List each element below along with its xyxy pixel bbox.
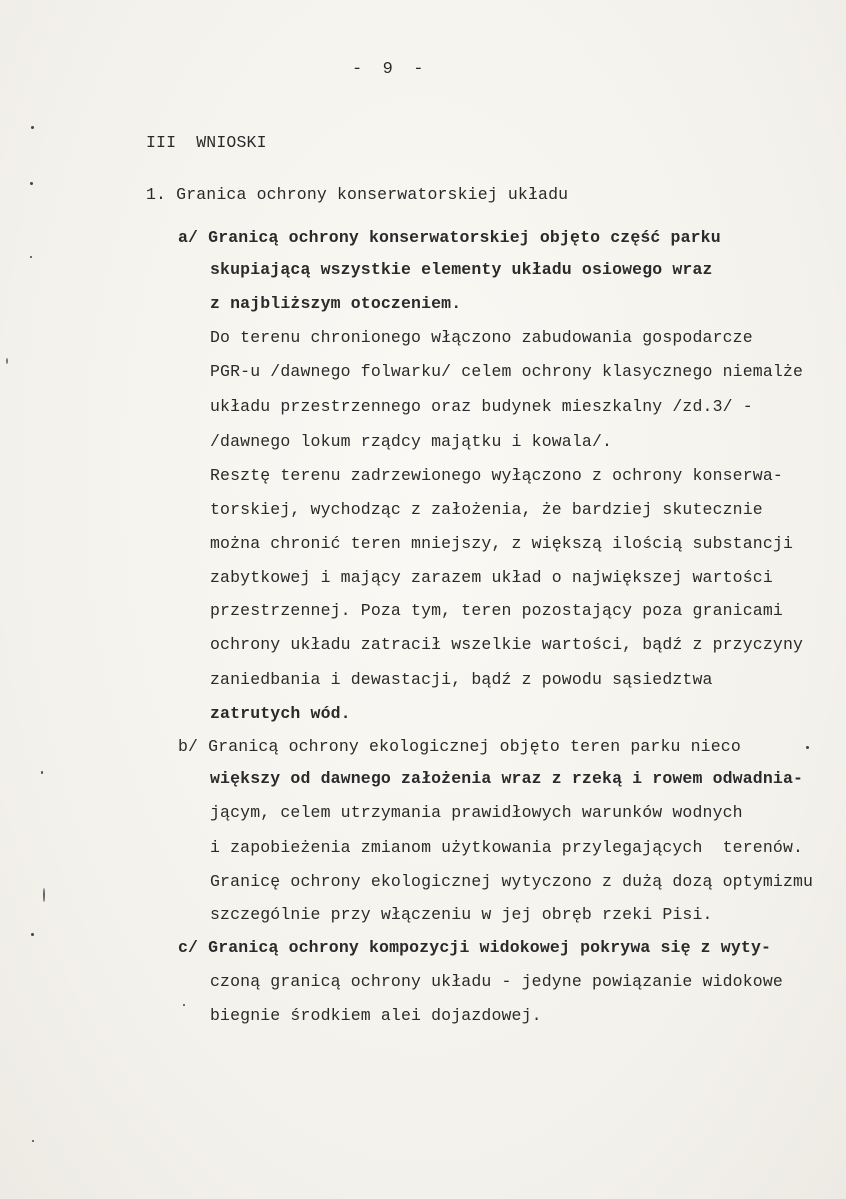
item-a-line-13: ochrony układu zatracił wszelkie wartości, bądź z przyczyny — [210, 635, 804, 654]
item-a-line-5: PGR-u /dawnego folwarku/ celem ochrony klasycznego niemalże — [210, 362, 804, 381]
item-b-line-1: b/ Granicą ochrony ekologicznej objęto teren parku nieco — [178, 737, 741, 756]
item-b-line-4: i zapobieżenia zmianom użytkowania przylegających terenów. — [210, 838, 804, 857]
item-a-line-1: a/ Granicą ochrony konserwatorskiej objęto część parku — [178, 228, 721, 247]
item-a-line-4: Do terenu chronionego włączono zabudowania gospodarcze — [210, 328, 753, 347]
item-c-line-2: czoną granicą ochrony układu - jedyne powiązanie widokowe — [210, 972, 783, 991]
scan-speck — [6, 358, 8, 364]
scan-speck — [31, 933, 34, 936]
item-a-line-3: z najbliższym otoczeniem. — [210, 294, 462, 313]
item-a-line-12: przestrzennej. Poza tym, teren pozostający poza granicami — [210, 601, 783, 620]
item-c-line-1: c/ Granicą ochrony kompozycji widokowej pokrywa się z wyty- — [178, 938, 772, 957]
item-b-line-2: większy od dawnego założenia wraz z rzeką i rowem odwadnia- — [210, 769, 804, 788]
item-a-line-14: zaniedbania i dewastacji, bądź z powodu sąsiedztwa — [210, 670, 713, 689]
item-a-line-15: zatrutych wód. — [210, 704, 351, 723]
item-a-line-11: zabytkowej i mający zarazem układ o największej wartości — [210, 568, 773, 587]
scan-speck — [806, 746, 809, 749]
item-a-line-9: torskiej, wychodząc z założenia, że bardziej skutecznie — [210, 500, 763, 519]
item-a-line-10: można chronić teren mniejszy, z większą ilością substancji — [210, 534, 793, 553]
item-b-line-6: szczególnie przy włączeniu w jej obręb rzeki Pisi. — [210, 905, 713, 924]
page-number: - 9 - — [352, 60, 424, 79]
scan-speck — [30, 182, 33, 185]
scan-speck — [43, 888, 45, 902]
scan-speck — [32, 1140, 34, 1142]
item-b-line-3: jącym, celem utrzymania prawidłowych warunków wodnych — [210, 803, 743, 822]
item-b-line-5: Granicę ochrony ekologicznej wytyczono z dużą dozą optymizmu — [210, 872, 814, 891]
section-heading: III WNIOSKI — [146, 133, 267, 152]
subsection-heading: 1. Granica ochrony konserwatorskiej układu — [146, 185, 569, 204]
item-a-line-8: Resztę terenu zadrzewionego wyłączono z ochrony konserwa- — [210, 466, 783, 485]
scan-speck — [41, 771, 43, 774]
item-c-line-3: biegnie środkiem alei dojazdowej. — [210, 1006, 542, 1025]
item-a-line-6: układu przestrzennego oraz budynek mieszkalny /zd.3/ - — [210, 397, 753, 416]
scan-speck — [183, 1004, 185, 1006]
scan-speck — [31, 126, 34, 129]
item-a-line-2: skupiającą wszystkie elementy układu osiowego wraz — [210, 260, 713, 279]
scan-speck — [30, 256, 32, 258]
item-a-line-7: /dawnego lokum rządcy majątku i kowala/. — [210, 432, 613, 451]
